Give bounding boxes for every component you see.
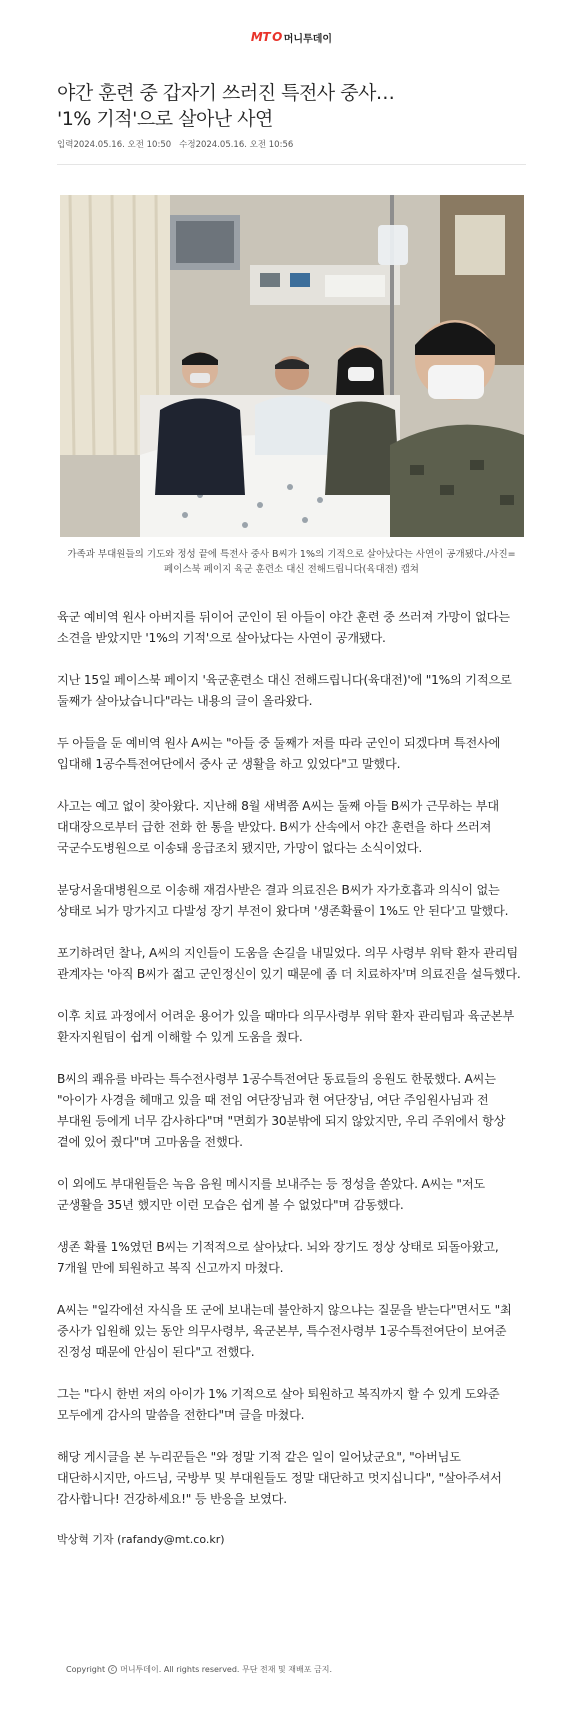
article-meta xyxy=(57,138,526,150)
copyright-label: Copyright xyxy=(66,1665,106,1674)
article-paragraph: 생존 확률 1%였던 B씨는 기적적으로 살아났다. 뇌와 장기도 정상 상태로 되돌아왔고, 7개월 만에 퇴원하고 복직 신고까지 마쳤다. xyxy=(57,1240,499,1275)
copyright-text: 머니투데이. All rights reserved. 무단 전재 및 재배포 금지. xyxy=(120,1665,333,1674)
article-paragraph: 지난 15일 페이스북 페이지 '육군훈련소 대신 전해드립니다(육대전)'에 "1%의 기적으로 둘째가 살아났습니다"라는 내용의 글이 올라왔다. xyxy=(57,673,512,708)
article-paragraph: 사고는 예고 없이 찾아왔다. 지난해 8월 새벽쯤 A씨는 둘째 아들 B씨가 근무하는 부대 대대장으로부터 급한 전화 한 통을 받았다. B씨가 산속에서 야간 훈련을 하다 쓰러져 국군수도병원으로 이송돼 응급조치 됐지만, 가망이 없다는 소식이었다. xyxy=(57,799,499,855)
logo-mark: MT xyxy=(250,30,271,44)
photo-caption: 가족과 부대원들의 기도와 정성 끝에 특전사 중사 B씨가 1%의 기적으로 살아났다는 사연이 공개됐다./사진=페이스북 페이지 육군 훈련소 대신 전해드립니다(육대전) 캡쳐 xyxy=(67,549,516,575)
article-paragraph: 포기하려던 찰나, A씨의 지인들이 도움을 손길을 내밀었다. 의무 사령부 위탁 환자 관리팀 관계자는 '아직 B씨가 젊고 군인정신이 있기 때문에 좀 더 치료하자'며 의료진을 설득했다. xyxy=(57,946,521,981)
logo-text: 머니투데이 xyxy=(283,33,333,45)
article-body xyxy=(0,577,583,1547)
page-footer xyxy=(0,1664,583,1675)
title-line-2: '1% 기적'으로 살아난 사연 xyxy=(57,108,273,130)
header-divider xyxy=(57,164,526,165)
published-date: 입력2024.05.16. 오전 10:50 xyxy=(57,140,172,150)
article-paragraph: 이 외에도 부대원들은 녹음 음원 메시지를 보내주는 등 정성을 쏟았다. A씨는 "저도 군생활을 35년 했지만 이런 모습은 쉽게 볼 수 없었다"며 감동했다. xyxy=(57,1177,485,1212)
article-paragraph: B씨의 쾌유를 바라는 특수전사령부 1공수특전여단 동료들의 응원도 한몫했다. A씨는 "아이가 사경을 헤매고 있을 때 전임 여단장님과 현 여단장님, 여단 주임원사님과 전 부대원 등에게 너무 감사하다"며 "면회가 30분밖에 되지 않았지만, 우리 주위에서 항상 곁에 있어 줬다"며 고마움을 전했다. xyxy=(57,1072,506,1149)
article-paragraph: 두 아들을 둔 예비역 원사 A씨는 "아들 중 둘째가 저를 따라 군인이 되겠다며 특전사에 입대해 1공수특전여단에서 중사 군 생활을 하고 있었다"고 말했다. xyxy=(57,736,501,771)
article-paragraph: 육군 예비역 원사 아버지를 뒤이어 군인이 된 아들이 야간 훈련 중 쓰러져 가망이 없다는 소견을 받았지만 '1%의 기적'으로 살아났다는 사연이 공개됐다. xyxy=(57,610,510,645)
modified-date: 수정2024.05.16. 오전 10:56 xyxy=(179,140,294,150)
logo-o-icon: O xyxy=(272,30,282,44)
article-title xyxy=(57,80,526,132)
article-paragraph: A씨는 "일각에선 자식을 또 군에 보내는데 불안하지 않으냐는 질문을 받는다"면서도 "최 중사가 입원해 있는 동안 의무사령부, 육군본부, 특수전사령부 1공수특전여단이 보여준 진정성 때문에 안심이 된다"고 전했다. xyxy=(57,1303,512,1359)
article-paragraph: 이후 치료 과정에서 어려운 용어가 있을 때마다 의무사령부 위탁 환자 관리팀과 육군본부 환자지원팀이 쉽게 이해할 수 있게 도움을 줬다. xyxy=(57,1009,515,1044)
copyright-icon: c xyxy=(108,1665,117,1674)
article-paragraph: 분당서울대병원으로 이송해 재검사받은 결과 의료진은 B씨가 자가호흡과 의식이 없는 상태로 뇌가 망가지고 다발성 장기 부전이 왔다며 '생존확률이 1%도 안 된다'고 말했다. xyxy=(57,883,509,918)
article-header xyxy=(0,60,583,150)
reporter-byline: 박상혁 기자 (rafandy@mt.co.kr) xyxy=(57,1533,225,1546)
site-logo[interactable] xyxy=(251,30,332,45)
article-paragraph: 해당 게시글을 본 누리꾼들은 "와 정말 기적 같은 일이 일어났군요", "아버님도 대단하시지만, 아드님, 국방부 및 부대원들도 정말 대단하고 멋지십니다", "살아주셔서 감사합니다! 건강하세요!" 등 반응을 보였다. xyxy=(57,1450,502,1506)
site-header xyxy=(0,0,583,60)
article-photo[interactable] xyxy=(60,195,524,537)
hospital-room-photo xyxy=(60,195,524,537)
article-paragraph: 그는 "다시 한번 저의 아이가 1% 기적으로 살아 퇴원하고 복직까지 할 수 있게 도와준 모두에게 감사의 말씀을 전한다"며 글을 마쳤다. xyxy=(57,1387,500,1422)
title-line-1: 야간 훈련 중 갑자기 쓰러진 특전사 중사… xyxy=(57,82,395,104)
